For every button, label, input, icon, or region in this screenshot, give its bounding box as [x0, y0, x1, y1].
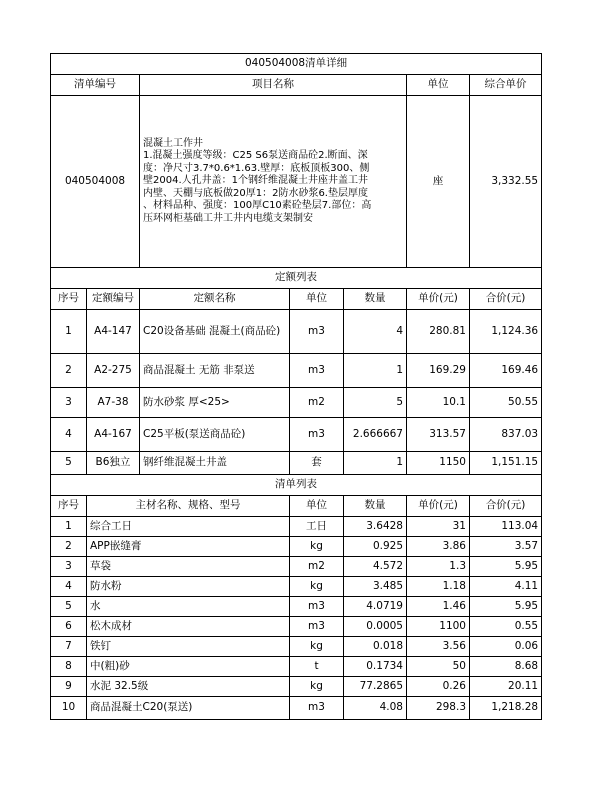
- quota-header-qty: 数量: [344, 289, 407, 310]
- material-total: 8.68: [470, 657, 542, 677]
- material-section-title: 清单列表: [51, 475, 542, 496]
- material-header-name: 主材名称、规格、型号: [87, 496, 290, 517]
- material-header-price: 单价(元): [407, 496, 470, 517]
- material-no: 3: [51, 557, 87, 577]
- material-name: 水泥 32.5级: [87, 677, 290, 697]
- material-row: [51, 697, 542, 720]
- quota-total: 169.46: [470, 354, 542, 388]
- material-qty: 3.6428: [344, 517, 407, 537]
- quota-unit: m2: [290, 388, 344, 418]
- material-qty: 0.0005: [344, 617, 407, 637]
- material-qty: 4.08: [344, 697, 407, 720]
- quota-section-title: 定额列表: [51, 268, 542, 289]
- quota-row: [51, 388, 542, 418]
- quota-header-code: 定额编号: [87, 289, 140, 310]
- quota-no: 1: [51, 310, 87, 354]
- material-unit: m3: [290, 697, 344, 720]
- quota-name: C20设备基础 混凝土(商品砼): [140, 310, 290, 354]
- material-unit: 工日: [290, 517, 344, 537]
- material-unit: kg: [290, 537, 344, 557]
- material-total: 1,218.28: [470, 697, 542, 720]
- material-price: 1.46: [407, 597, 470, 617]
- material-qty: 77.2865: [344, 677, 407, 697]
- material-no: 4: [51, 577, 87, 597]
- quota-code: A4-167: [87, 418, 140, 452]
- material-unit: t: [290, 657, 344, 677]
- quota-row: [51, 418, 542, 452]
- material-price: 1.3: [407, 557, 470, 577]
- quota-name: 商品混凝土 无筋 非泵送: [140, 354, 290, 388]
- quota-header-price: 单价(元): [407, 289, 470, 310]
- material-unit: m3: [290, 617, 344, 637]
- material-total: 0.06: [470, 637, 542, 657]
- quota-code: B6独立: [87, 452, 140, 475]
- quota-qty: 2.666667: [344, 418, 407, 452]
- material-total: 5.95: [470, 557, 542, 577]
- bill-detail-table: [50, 53, 542, 720]
- quota-header-name: 定额名称: [140, 289, 290, 310]
- quota-name: C25平板(泵送商品砼): [140, 418, 290, 452]
- material-qty: 4.572: [344, 557, 407, 577]
- material-unit: kg: [290, 577, 344, 597]
- material-no: 10: [51, 697, 87, 720]
- bill-unit-price: 3,332.55: [470, 96, 542, 268]
- material-header-no: 序号: [51, 496, 87, 517]
- quota-qty: 5: [344, 388, 407, 418]
- desc-line: 压环网柜基础工井工井内电缆支架制安: [143, 212, 313, 224]
- material-qty: 4.0719: [344, 597, 407, 617]
- material-no: 9: [51, 677, 87, 697]
- quota-unit: m3: [290, 418, 344, 452]
- material-no: 6: [51, 617, 87, 637]
- bill-code: 040504008: [51, 96, 140, 268]
- sheet-title: 040504008清单详细: [51, 54, 542, 75]
- quota-unit: m3: [290, 354, 344, 388]
- material-row: [51, 617, 542, 637]
- material-row: [51, 637, 542, 657]
- quota-header-no: 序号: [51, 289, 87, 310]
- bill-unit: 座: [407, 96, 470, 268]
- quota-row: [51, 310, 542, 354]
- quota-row: [51, 452, 542, 475]
- material-header-total: 合价(元): [470, 496, 542, 517]
- material-name: APP嵌缝膏: [87, 537, 290, 557]
- material-no: 5: [51, 597, 87, 617]
- material-no: 7: [51, 637, 87, 657]
- quota-total: 50.55: [470, 388, 542, 418]
- material-total: 113.04: [470, 517, 542, 537]
- bill-unit-header: 单位: [407, 75, 470, 96]
- desc-line: 、材料品种、强度：100厚C10素砼垫层7.部位：高: [143, 200, 372, 212]
- bill-unit-price-header: 综合单价: [470, 75, 542, 96]
- quota-qty: 4: [344, 310, 407, 354]
- bill-name-header: 项目名称: [140, 75, 407, 96]
- material-price: 0.26: [407, 677, 470, 697]
- quota-price: 169.29: [407, 354, 470, 388]
- material-total: 5.95: [470, 597, 542, 617]
- quota-total: 1,151.15: [470, 452, 542, 475]
- material-price: 298.3: [407, 697, 470, 720]
- material-row: [51, 537, 542, 557]
- material-no: 1: [51, 517, 87, 537]
- quota-qty: 1: [344, 452, 407, 475]
- desc-line: 内壁、天棚与底板做20厚1：2防水砂浆6.垫层厚度: [143, 187, 368, 199]
- quota-row: [51, 354, 542, 388]
- material-name: 中(粗)砂: [87, 657, 290, 677]
- material-header-unit: 单位: [290, 496, 344, 517]
- material-name: 水: [87, 597, 290, 617]
- material-no: 8: [51, 657, 87, 677]
- material-name: 铁钉: [87, 637, 290, 657]
- material-price: 1100: [407, 617, 470, 637]
- material-price: 1.18: [407, 577, 470, 597]
- material-name: 松木成材: [87, 617, 290, 637]
- quota-no: 5: [51, 452, 87, 475]
- material-qty: 0.1734: [344, 657, 407, 677]
- material-name: 商品混凝土C20(泵送): [87, 697, 290, 720]
- material-row: [51, 677, 542, 697]
- quota-header-unit: 单位: [290, 289, 344, 310]
- material-unit: kg: [290, 637, 344, 657]
- material-total: 4.11: [470, 577, 542, 597]
- material-row: [51, 557, 542, 577]
- material-price: 31: [407, 517, 470, 537]
- material-unit: m3: [290, 597, 344, 617]
- material-total: 20.11: [470, 677, 542, 697]
- quota-code: A2-275: [87, 354, 140, 388]
- desc-line: 壁2004.人孔井盖：1个钢纤维混凝土井座井盖工井: [143, 175, 368, 187]
- quota-name: 防水砂浆 厚<25>: [140, 388, 290, 418]
- material-total: 3.57: [470, 537, 542, 557]
- material-total: 0.55: [470, 617, 542, 637]
- material-name: 草袋: [87, 557, 290, 577]
- quota-price: 313.57: [407, 418, 470, 452]
- material-unit: m2: [290, 557, 344, 577]
- material-row: [51, 597, 542, 617]
- material-price: 50: [407, 657, 470, 677]
- material-no: 2: [51, 537, 87, 557]
- material-header-qty: 数量: [344, 496, 407, 517]
- material-row: [51, 577, 542, 597]
- quota-price: 1150: [407, 452, 470, 475]
- quota-price: 280.81: [407, 310, 470, 354]
- material-unit: kg: [290, 677, 344, 697]
- bill-description: [140, 96, 407, 268]
- material-name: 防水粉: [87, 577, 290, 597]
- desc-line: 1.混凝土强度等级：C25 S6泵送商品砼2.断面、深: [143, 150, 368, 162]
- quota-qty: 1: [344, 354, 407, 388]
- quota-no: 3: [51, 388, 87, 418]
- material-qty: 3.485: [344, 577, 407, 597]
- material-price: 3.86: [407, 537, 470, 557]
- desc-line: 混凝土工作井: [143, 137, 203, 149]
- quota-total: 1,124.36: [470, 310, 542, 354]
- material-qty: 0.018: [344, 637, 407, 657]
- material-qty: 0.925: [344, 537, 407, 557]
- quota-name: 钢纤维混凝土井盖: [140, 452, 290, 475]
- quota-no: 2: [51, 354, 87, 388]
- quota-no: 4: [51, 418, 87, 452]
- quota-code: A7-38: [87, 388, 140, 418]
- quota-header-total: 合价(元): [470, 289, 542, 310]
- material-row: [51, 517, 542, 537]
- quota-price: 10.1: [407, 388, 470, 418]
- material-name: 综合工日: [87, 517, 290, 537]
- material-price: 3.56: [407, 637, 470, 657]
- bill-code-header: 清单编号: [51, 75, 140, 96]
- material-row: [51, 657, 542, 677]
- quota-unit: 套: [290, 452, 344, 475]
- quota-code: A4-147: [87, 310, 140, 354]
- quota-unit: m3: [290, 310, 344, 354]
- desc-line: 度：净尺寸3.7*0.6*1.63.壁厚：底板顶板300、侧: [143, 162, 370, 174]
- quota-total: 837.03: [470, 418, 542, 452]
